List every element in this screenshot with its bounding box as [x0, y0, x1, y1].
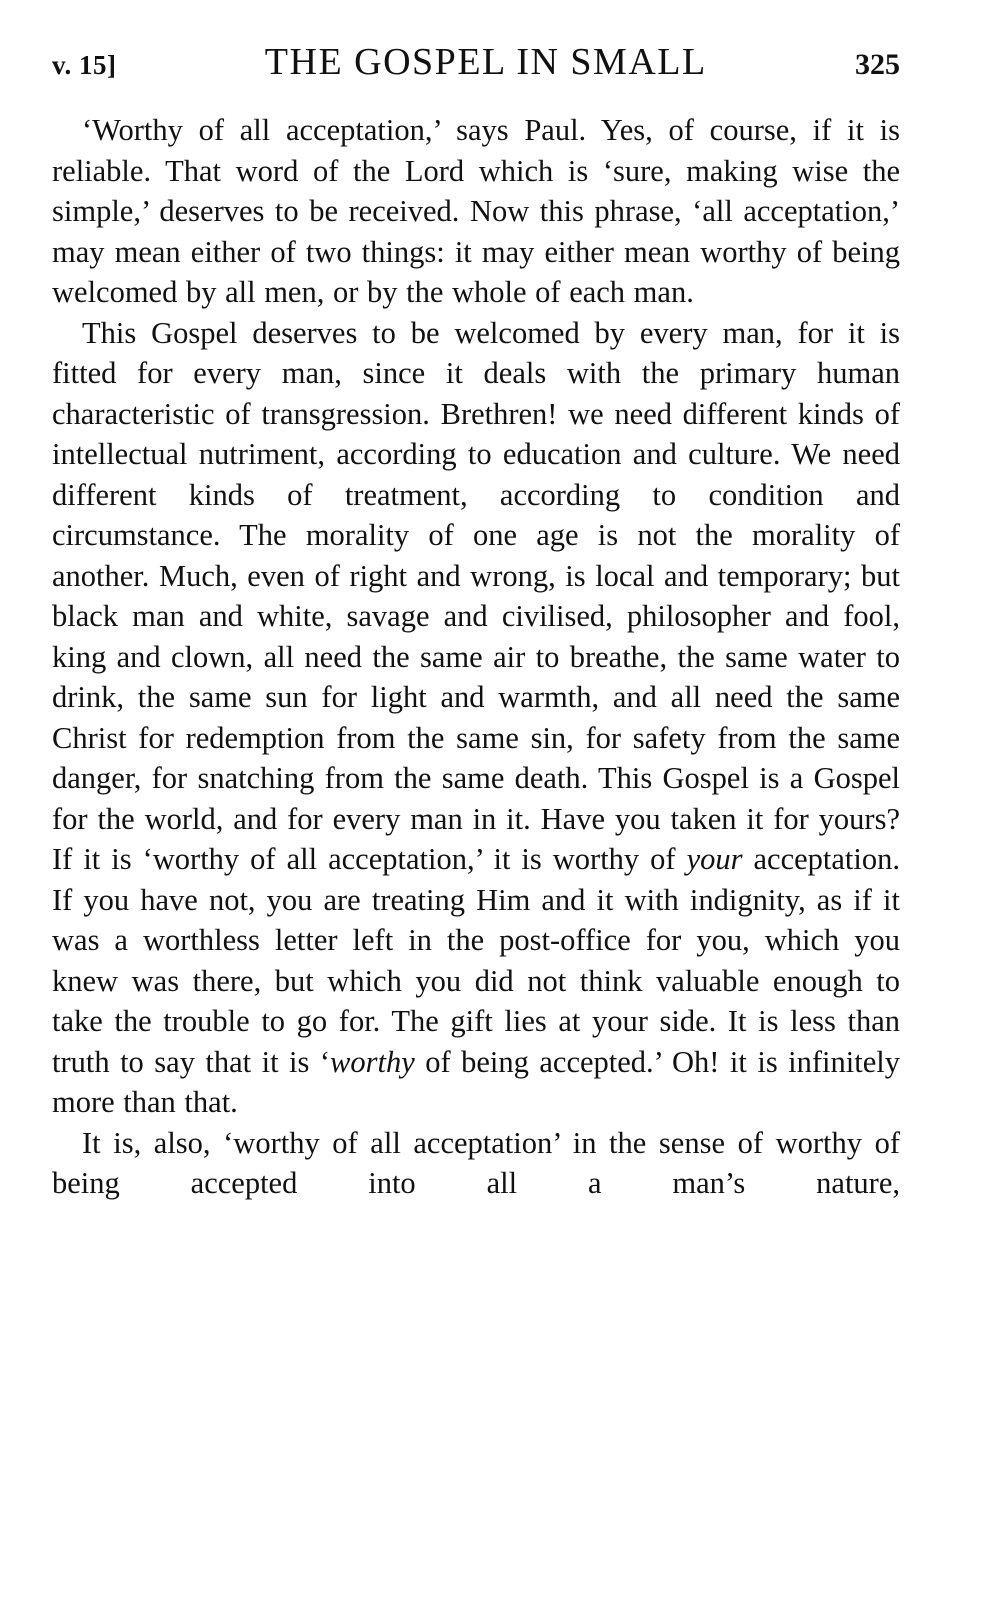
paragraph-text: It is, also, ‘worthy of all acceptation’ in the sense of worthy of being accepted into all a man’s nature, [52, 1125, 900, 1200]
paragraph-text: This Gospel deserves to be welcomed by every man, for it is fitted for every man, since it deals with the primary human characteristic of transgression. Brethren! we need different kinds of intellectual nutriment, according to education and culture. We need different kinds of treatment, according to condition and circumstance. The morality of one age is not the morality of another. Much, even of right and wrong, is local and temporary; but black man and white, savage and civilised, philosopher and fool, king and clown, all need the same air to breathe, the same water to drink, the same sun for light and warmth, and all need the same Christ for redemption from the same sin, for safety from the same danger, for snatching from the same death. This Gospel is a Gospel for the world, and for every man in it. Have you taken it for yours? If it is ‘worthy of all acceptation,’ it is worthy of [52, 315, 900, 876]
italic-emphasis: worthy [330, 1044, 415, 1079]
paragraph-2 [52, 313, 900, 1123]
paragraph-3 [52, 1123, 900, 1204]
paragraph-text: ‘Worthy of all acceptation,’ says Paul. Yes, of course, if it is reliable. That word of the Lord which is ‘sure, making wise the simple,’ deserves to be received. Now this phrase, ‘all acceptation,’ may mean either of two things: it may either mean worthy of being welcomed by all men, or by the whole of each man. [52, 113, 900, 309]
chapter-title: THE GOSPEL IN SMALL [264, 41, 707, 83]
paragraph-text: of being accepted.’ Oh! it is infinitely more than that. [52, 1044, 900, 1119]
paragraph-text: acceptation. If you have not, you are treating Him and it with indignity, as if it was a worthless letter left in the post-office for you, which you knew was there, but which you did not think valuable enough to take the trouble to go for. The gift lies at your side. It is less than truth to say that it is ‘ [52, 842, 901, 1079]
running-head [52, 40, 900, 110]
paragraph-1 [52, 110, 900, 313]
verse-reference: v. 15] [52, 50, 117, 80]
italic-emphasis: your [686, 842, 743, 876]
page-number: 325 [855, 48, 900, 81]
book-page [52, 40, 900, 1204]
